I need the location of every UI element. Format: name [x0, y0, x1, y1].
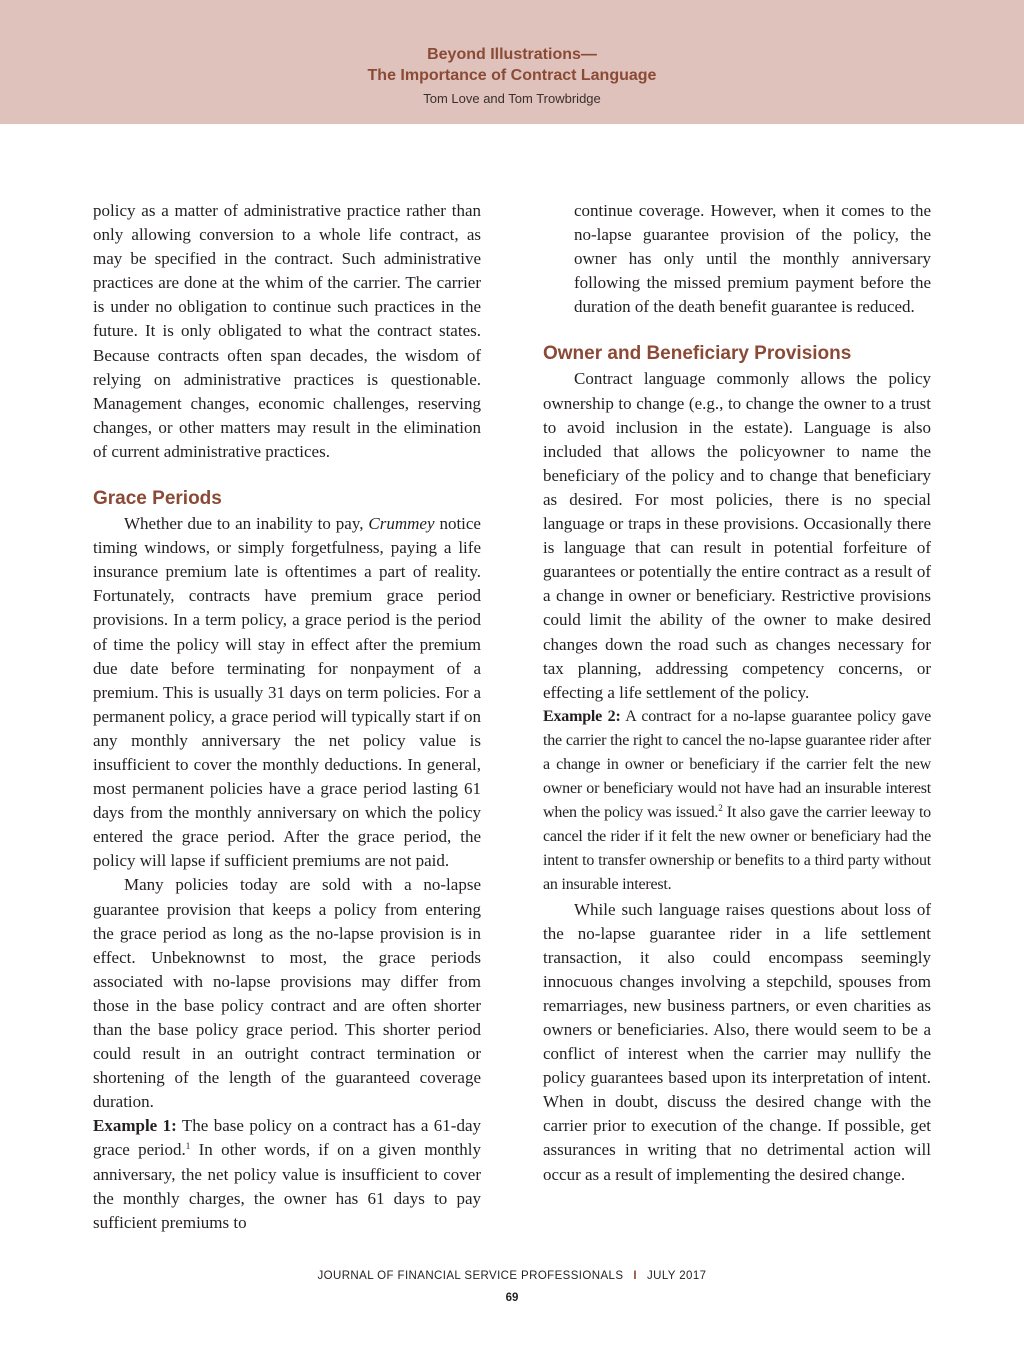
example-2 [543, 705, 931, 898]
footer-separator: I [633, 1270, 637, 1282]
paragraph-owner-beneficiary: Contract language commonly allows the policy ownership to change (e.g., to change the owner to a trust to avoid inclusion in the estate). Language is also included that allows the policyowner to name the beneficiary of the policy and to change that beneficiary as desired. For most policies, there is no special language or traps in these provisions. Occasionally there is language that can result in potential forfeiture of guarantees or potentially the entire contract as a result of a change in owner or beneficiary. Restrictive provisions could limit the ability of the owner to make desired changes down the road such as changes necessary for tax planning, addressing competency concerns, or effecting a life settlement of the policy. [543, 369, 931, 702]
example-2-label: Example 2: [543, 707, 621, 725]
paragraph-grace-periods [93, 512, 481, 873]
article-header-banner [0, 0, 1024, 124]
footnote-ref-2: 2 [718, 803, 723, 814]
example-2-text: A contract for a no-lapse guarantee policy gave the carrier the right to cancel the no-lapse guarantee rider after a change in owner or beneficiary if the carrier felt the new owner or beneficiary would not have had an insurable interest when the policy was issued. [543, 707, 931, 822]
case-name-italic: Crummey [368, 514, 435, 534]
heading-grace-periods: Grace Periods [93, 488, 222, 510]
article-authors: Tom Love and Tom Trowbridge [423, 91, 601, 106]
example-1-text-continued: In other words, if on a given monthly anniversary, the net policy value is insufficient to cover the monthly charges, the owner has 61 days to pay sufficient premiums to [93, 1140, 482, 1232]
example-1-label: Example 1: [93, 1116, 177, 1136]
example-1 [93, 1114, 481, 1234]
issue-date: JULY 2017 [647, 1270, 707, 1282]
journal-name: JOURNAL OF FINANCIAL SERVICE PROFESSIONALS [317, 1270, 624, 1282]
footnote-ref-1: 1 [185, 1141, 191, 1152]
page-footer [0, 1270, 1024, 1282]
article-title-line1: Beyond Illustrations— [427, 46, 597, 63]
paragraph-text: Whether due to an inability to pay, [124, 514, 369, 534]
page-number: 69 [505, 1292, 519, 1304]
left-column [93, 199, 481, 1235]
example-1-text: The base policy on a contract has a 61-day grace period. [93, 1116, 481, 1160]
right-column [543, 199, 931, 1187]
example-2-text-continued: It also gave the carrier leeway to cancel the rider if it felt the new owner or beneficiary had the intent to transfer ownership or benefits to a third party without an insurable interest. [543, 804, 931, 894]
article-title-line2: The Importance of Contract Language [367, 67, 657, 84]
paragraph-no-lapse-provisions: Many policies today are sold with a no-lapse guarantee provision that keeps a policy from entering the grace period as long as the no-lapse provision is in effect. Unbeknownst to most, the grace periods associated with no-lapse provisions may differ from those in the base policy contract and are often shorter than the base policy grace period. This shorter period could result in an outright contract termination or shortening of the length of the guaranteed coverage duration. [93, 875, 481, 1112]
paragraph-text: notice timing windows, or simply forgetfulness, paying a life insurance premium late is oftentimes a part of reality. Fortunately, contracts have premium grace period provisions. In a term policy, a grace period is the period of time the policy will stay in effect after the premium due date before terminating for nonpayment of a premium. This is usually 31 days on term policies. For a permanent policy, a grace period will typically start if on any monthly anniversary the net policy value is insufficient to cover the monthly deductions. In general, most permanent policies have a grace period lasting 61 days from the monthly anniversary on which the policy entered the grace period. After the grace period, the policy will lapse if sufficient premiums are not paid. [93, 514, 481, 871]
example-1-continued: continue coverage. However, when it comes to the no-lapse guarantee provision of the policy, the owner has only until the monthly anniversary following the missed premium payment before the duration of the death benefit guarantee is reduced. [574, 201, 931, 317]
paragraph-administrative-practices: policy as a matter of administrative practice rather than only allowing conversion to a whole life contract, as may be specified in the contract. Such administrative practices are done at the whim of the carrier. The carrier is under no obligation to continue such practices in the future. It is only obligated to what the contract states. Because contracts often span decades, the wisdom of relying on administrative practices is questionable. Management changes, economic challenges, reserving changes, or other matters may result in the elimination of current administrative practices. [93, 201, 481, 461]
paragraph-life-settlement: While such language raises questions about loss of the no-lapse guarantee rider in a life settlement transaction, it also could encompass seemingly innocuous changes involving a stepchild, spouses from remarriages, new business partners, or even charities as owners or beneficiaries. Also, there would seem to be a conflict of interest when the carrier may nullify the policy guarantees based upon its interpretation of intent. When in doubt, discuss the desired change with the carrier prior to execution of the change. If possible, get assurances in writing that no detrimental action will occur as a result of implementing the desired change. [543, 899, 931, 1184]
heading-owner-beneficiary: Owner and Beneficiary Provisions [543, 343, 852, 365]
